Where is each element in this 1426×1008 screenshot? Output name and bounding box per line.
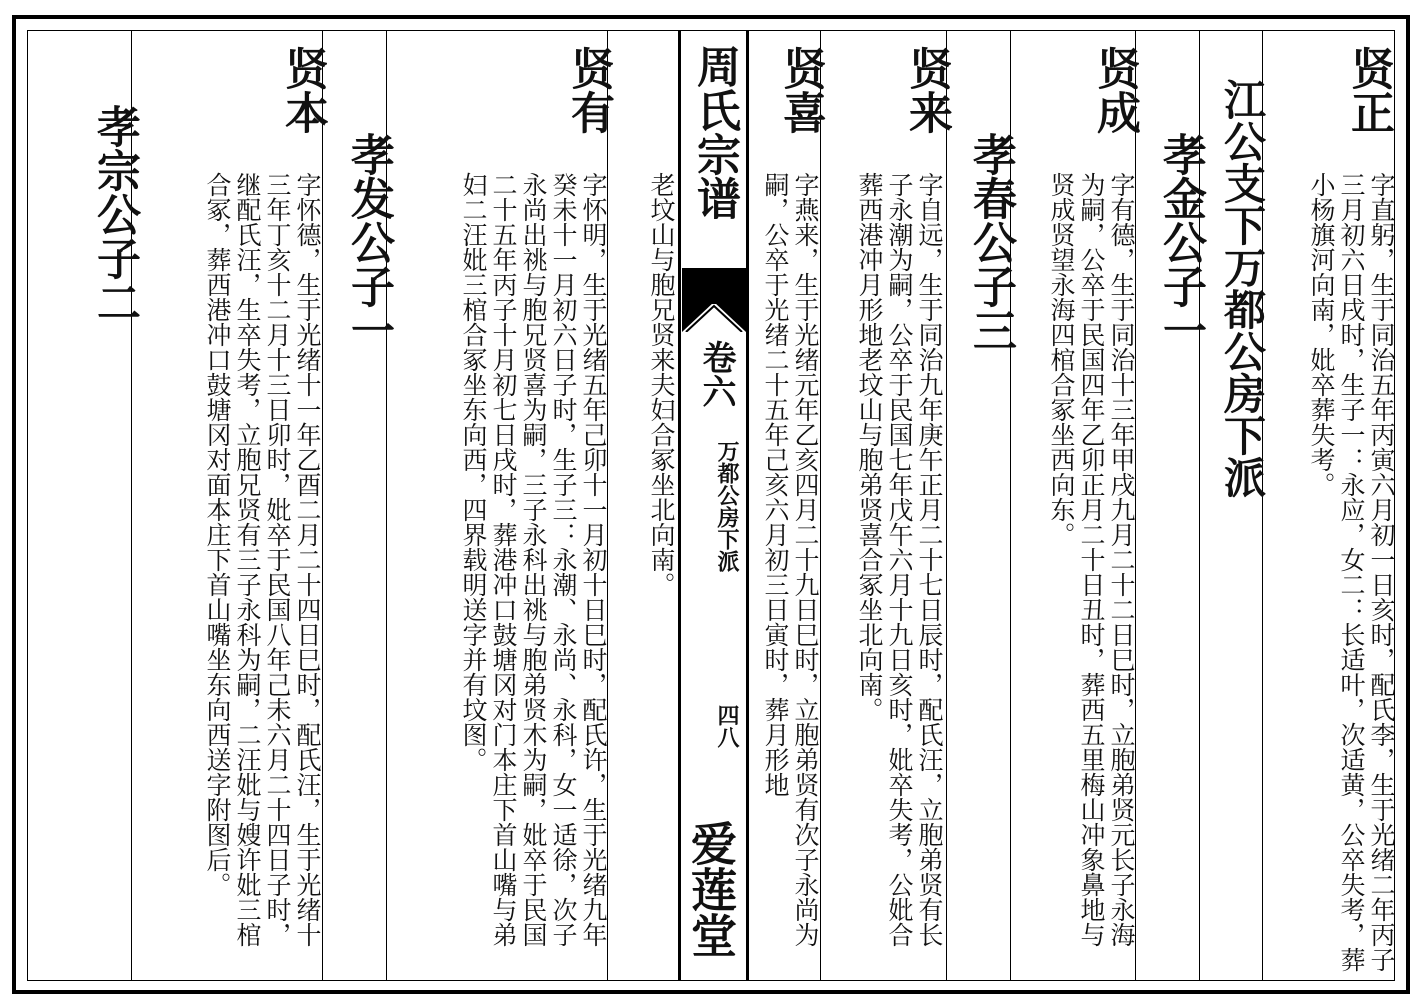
entry-body-xianzheng: 字直躬，生于同治五年丙寅六月初一日亥时，配氏李，生于光绪二年丙子三月初六日戌时，生子一：永应，女二：长适叶，次适黄，公卒失考，葬小杨旗河向南，妣卒葬失考。 <box>1307 172 1396 972</box>
entry-heading-xianzheng: 贤正 <box>1343 46 1394 134</box>
section-label: 万都公房下派 <box>714 440 740 572</box>
fishtail-chevron-icon <box>682 296 746 332</box>
entry-body-xianlai: 字自远，生于同治九年庚午正月二十七日辰时，配氏汪，立胞弟贤有长子永潮为嗣，公卒于民国七年戊午六月十九日亥时，妣卒失考，公妣合葬西港冲月形地老坟山与胞弟贤喜合冢坐北向南。 <box>855 172 944 947</box>
entry-heading-xiancheng: 贤成 <box>1089 46 1140 134</box>
generation-heading-xiaochun: 孝春公子三 <box>965 132 1016 352</box>
entry-heading-xianben: 贤本 <box>277 46 328 134</box>
page-number: 四八 <box>714 704 740 748</box>
column-divider <box>322 30 323 981</box>
generation-heading-xiaojin: 孝金公子一 <box>1155 132 1206 352</box>
column-divider <box>946 30 947 981</box>
entry-heading-xianyou: 贤有 <box>563 46 614 134</box>
entry-body-xianben: 字怀德，生于光绪十一年乙酉二月二十四日巳时，配氏汪，生于光绪十三年丁亥十二月十三日卯时，妣卒于民国八年己未六月二十四日子时，继配氏汪，生卒失考，立胞兄贤有三子永科为嗣，二汪妣与嫂许妣三棺合冢，葬西港冲口鼓塘冈对面本庄下首山嘴坐东向西送字附图后。 <box>203 172 322 947</box>
volume-label: 卷六 <box>696 340 736 408</box>
entry-body-xianxi: 字燕来，生于光绪元年乙亥四月二十九日巳时，立胞弟贤有次子永尚为嗣，公卒于光绪二十五年己亥六月初三日寅时，葬月形地 <box>761 172 820 947</box>
entry-body-xianlai-continued: 老坟山与胞兄贤来夫妇合冢坐北向南。 <box>647 172 676 597</box>
branch-title: 江公支下万都公房下派 <box>1218 78 1267 498</box>
generation-heading-xiaozong: 孝宗公子二 <box>89 104 140 324</box>
entry-heading-xianxi: 贤喜 <box>775 46 826 134</box>
entry-body-xianyou: 字怀明，生于光绪五年己卯十一月初十日巳时，配氏许，生于光绪九年癸未十一月初六日子时，生子三：永潮、永尚、永科，女一适徐，次子永尚出祧与胞兄贤喜为嗣，三子永科出祧与胞弟贤木为嗣，妣卒于民国二十五年丙子十月初七日戌时，葬港冲口鼓塘冈对门本庄下首山嘴与弟妇二汪妣三棺合冢坐东向西，四界载明送字并有坟图。 <box>459 172 608 947</box>
genealogy-title: 周氏宗谱 <box>689 44 740 220</box>
entry-heading-xianlai: 贤来 <box>901 46 952 134</box>
spine-right-border <box>746 30 749 981</box>
hall-name: 爱莲堂 <box>684 820 738 958</box>
generation-heading-xiaofa: 孝发公子一 <box>343 132 394 352</box>
column-divider <box>820 30 821 981</box>
entry-body-xiancheng: 字有德，生于同治十三年甲戌九月二十二日巳时，立胞弟贤元长子永海为嗣，公卒于民国四年乙卯正月二十日丑时，葬西五里梅山冲象鼻地与贤成贤望永海四棺合冢坐西向东。 <box>1047 172 1136 947</box>
